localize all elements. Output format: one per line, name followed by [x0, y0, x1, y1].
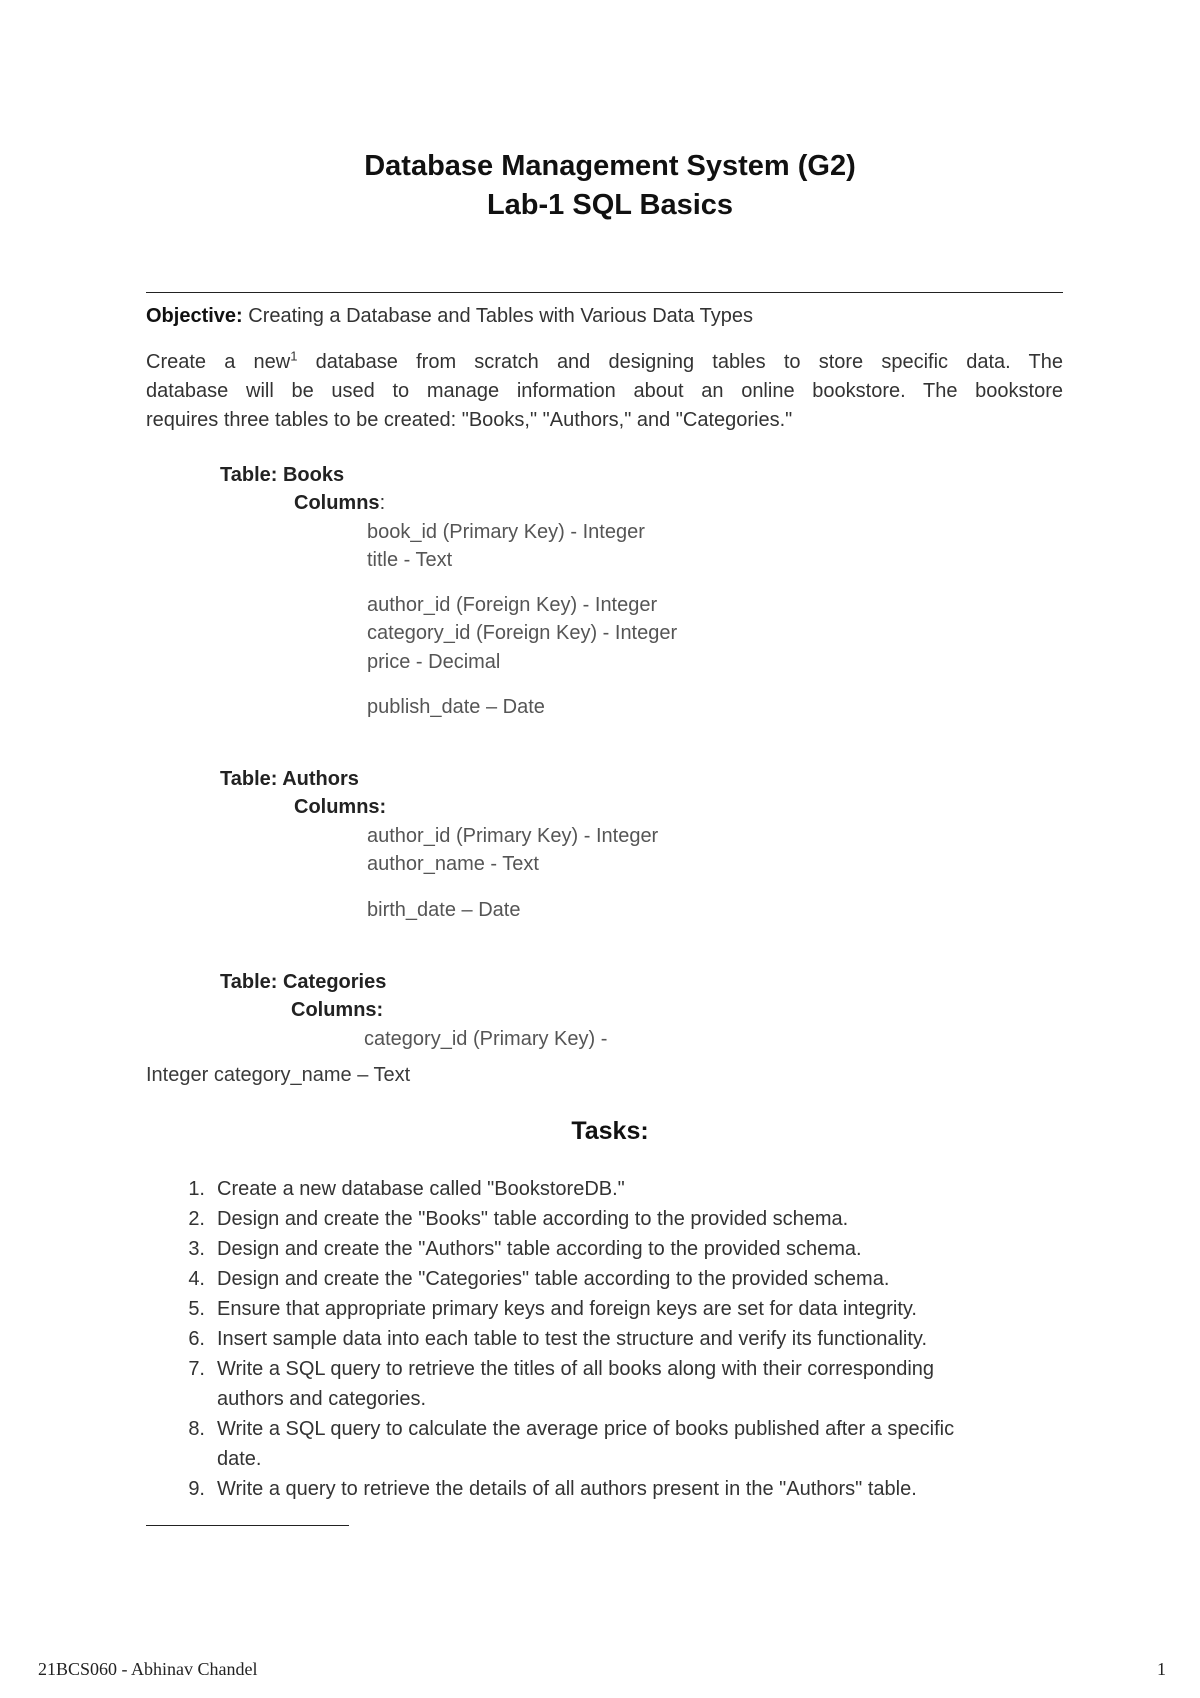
task-number: 7.	[188, 1358, 205, 1380]
authors-column: birth_date – Date	[367, 899, 521, 921]
intro-line-2: database will be used to manage information about an online bookstore. The bookstore	[146, 380, 1063, 402]
books-column: publish_date – Date	[367, 696, 545, 718]
authors-table-label: Table: Authors	[220, 768, 359, 790]
books-column: title - Text	[367, 549, 453, 571]
books-columns-label	[294, 492, 385, 515]
tasks-heading: Tasks:	[571, 1117, 649, 1145]
task-text: Insert sample data into each table to test the structure and verify its functionality.	[217, 1328, 927, 1350]
task-number: 5.	[188, 1298, 205, 1320]
intro-line-1-start: Create a new	[146, 351, 291, 373]
task-text: Write a SQL query to retrieve the titles of all books along with their corresponding	[217, 1358, 935, 1380]
task-text: authors and categories.	[217, 1388, 427, 1410]
task-text: Design and create the "Authors" table according to the provided schema.	[217, 1238, 862, 1260]
task-number: 3.	[188, 1238, 205, 1260]
task-number: 2.	[188, 1208, 205, 1230]
task-number: 9.	[188, 1478, 205, 1500]
task-text: Create a new database called "BookstoreDB."	[217, 1178, 625, 1200]
categories-table-label: Table: Categories	[220, 971, 387, 993]
books-columns-colon: :	[379, 492, 386, 514]
header-divider	[146, 292, 1063, 293]
document-title: Database Management System (G2)	[364, 150, 856, 182]
books-columns-word: Columns	[294, 492, 380, 514]
page-number: 1	[1157, 1659, 1166, 1679]
books-column: price - Decimal	[367, 651, 501, 673]
task-number: 1.	[188, 1178, 205, 1200]
task-text: Design and create the "Books" table according to the provided schema.	[217, 1208, 849, 1230]
footnote-divider	[146, 1525, 349, 1526]
authors-column: author_name - Text	[367, 853, 539, 875]
categories-column-continued: Integer category_name – Text	[146, 1064, 411, 1086]
task-text: Write a SQL query to calculate the average price of books published after a specific	[217, 1418, 955, 1440]
task-text: Write a query to retrieve the details of all authors present in the "Authors" table.	[217, 1478, 917, 1500]
books-column: category_id (Foreign Key) - Integer	[367, 622, 678, 644]
intro-line-3: requires three tables to be created: "Books," "Authors," and "Categories."	[146, 409, 793, 431]
task-text: Ensure that appropriate primary keys and foreign keys are set for data integrity.	[217, 1298, 917, 1320]
objective-label: Objective:	[146, 305, 243, 327]
intro-paragraph	[146, 348, 1063, 435]
authors-column: author_id (Primary Key) - Integer	[367, 825, 659, 847]
objective	[146, 305, 753, 328]
categories-column: category_id (Primary Key) -	[364, 1028, 608, 1050]
task-text: date.	[217, 1448, 262, 1470]
books-column: book_id (Primary Key) - Integer	[367, 521, 645, 543]
task-number: 8.	[188, 1418, 205, 1440]
task-number: 4.	[188, 1268, 205, 1290]
books-table-label: Table: Books	[220, 464, 345, 486]
categories-columns-label: Columns:	[291, 999, 384, 1021]
intro-line-1	[146, 348, 1063, 377]
intro-line-1-end: database from scratch and designing tables to store specific data. The	[297, 351, 1063, 373]
books-column: author_id (Foreign Key) - Integer	[367, 594, 658, 616]
document-subtitle: Lab-1 SQL Basics	[486, 189, 734, 221]
footnote-marker: 1	[290, 348, 298, 364]
objective-text: Creating a Database and Tables with Various Data Types	[242, 305, 754, 327]
authors-columns-label: Columns:	[294, 796, 387, 818]
footer-author: 21BCS060 - Abhinav Chandel	[38, 1659, 258, 1679]
task-number: 6.	[188, 1328, 205, 1350]
task-text: Design and create the "Categories" table according to the provided schema.	[217, 1268, 890, 1290]
